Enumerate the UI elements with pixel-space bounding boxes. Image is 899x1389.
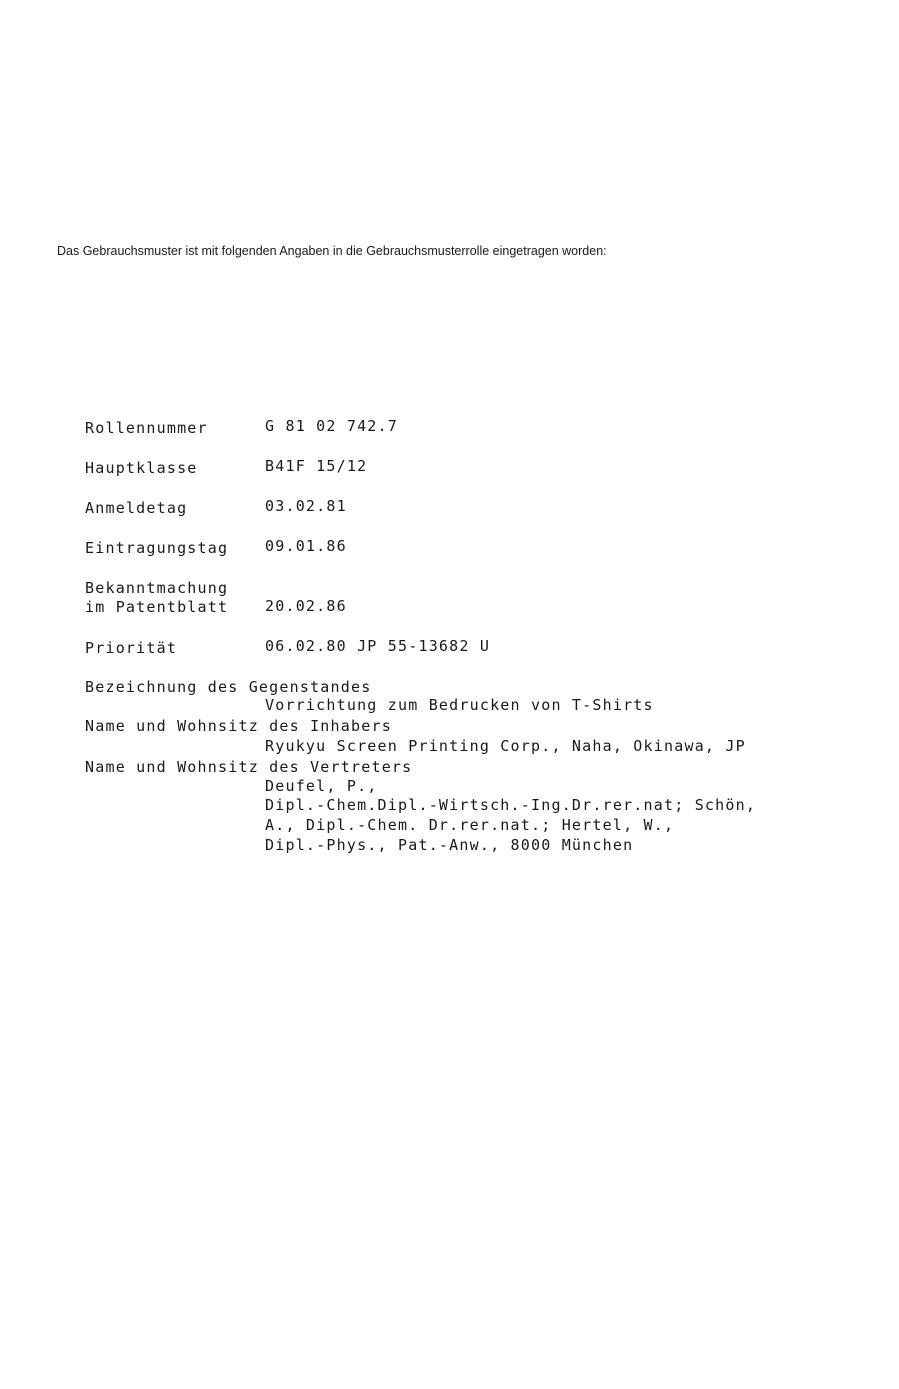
bezeichnung-label: Bezeichnung des Gegenstandes xyxy=(85,678,372,696)
anmeldetag-label: Anmeldetag xyxy=(85,499,188,517)
bezeichnung-value: Vorrichtung zum Bedrucken von T-Shirts xyxy=(265,696,654,714)
inhaber-label: Name und Wohnsitz des Inhabers xyxy=(85,717,392,735)
vertreter-line: Dipl.-Chem.Dipl.-Wirtsch.-Ing.Dr.rer.nat; Schön, xyxy=(265,796,757,814)
hauptklasse-value: B41F 15/12 xyxy=(265,457,368,475)
rollennummer-value: G 81 02 742.7 xyxy=(265,417,398,435)
vertreter-label: Name und Wohnsitz des Vertreters xyxy=(85,758,413,776)
bekanntmachung-label-line1: Bekanntmachung xyxy=(85,579,229,597)
vertreter-line: Dipl.-Phys., Pat.-Anw., 8000 München xyxy=(265,836,634,854)
prioritaet-label: Priorität xyxy=(85,639,178,657)
hauptklasse-label: Hauptklasse xyxy=(85,459,198,477)
bekanntmachung-value: 20.02.86 xyxy=(265,597,347,615)
document-header: Das Gebrauchsmuster ist mit folgenden Angaben in die Gebrauchsmusterrolle eingetragen worden: xyxy=(57,244,607,258)
inhaber-value: Ryukyu Screen Printing Corp., Naha, Okinawa, JP xyxy=(265,737,746,755)
bekanntmachung-label-line2: im Patentblatt xyxy=(85,598,229,616)
vertreter-line: Deufel, P., xyxy=(265,777,378,795)
eintragungstag-label: Eintragungstag xyxy=(85,539,229,557)
vertreter-line: A., Dipl.-Chem. Dr.rer.nat.; Hertel, W., xyxy=(265,816,675,834)
prioritaet-value: 06.02.80 JP 55-13682 U xyxy=(265,637,491,655)
rollennummer-label: Rollennummer xyxy=(85,419,208,437)
eintragungstag-value: 09.01.86 xyxy=(265,537,347,555)
anmeldetag-value: 03.02.81 xyxy=(265,497,347,515)
